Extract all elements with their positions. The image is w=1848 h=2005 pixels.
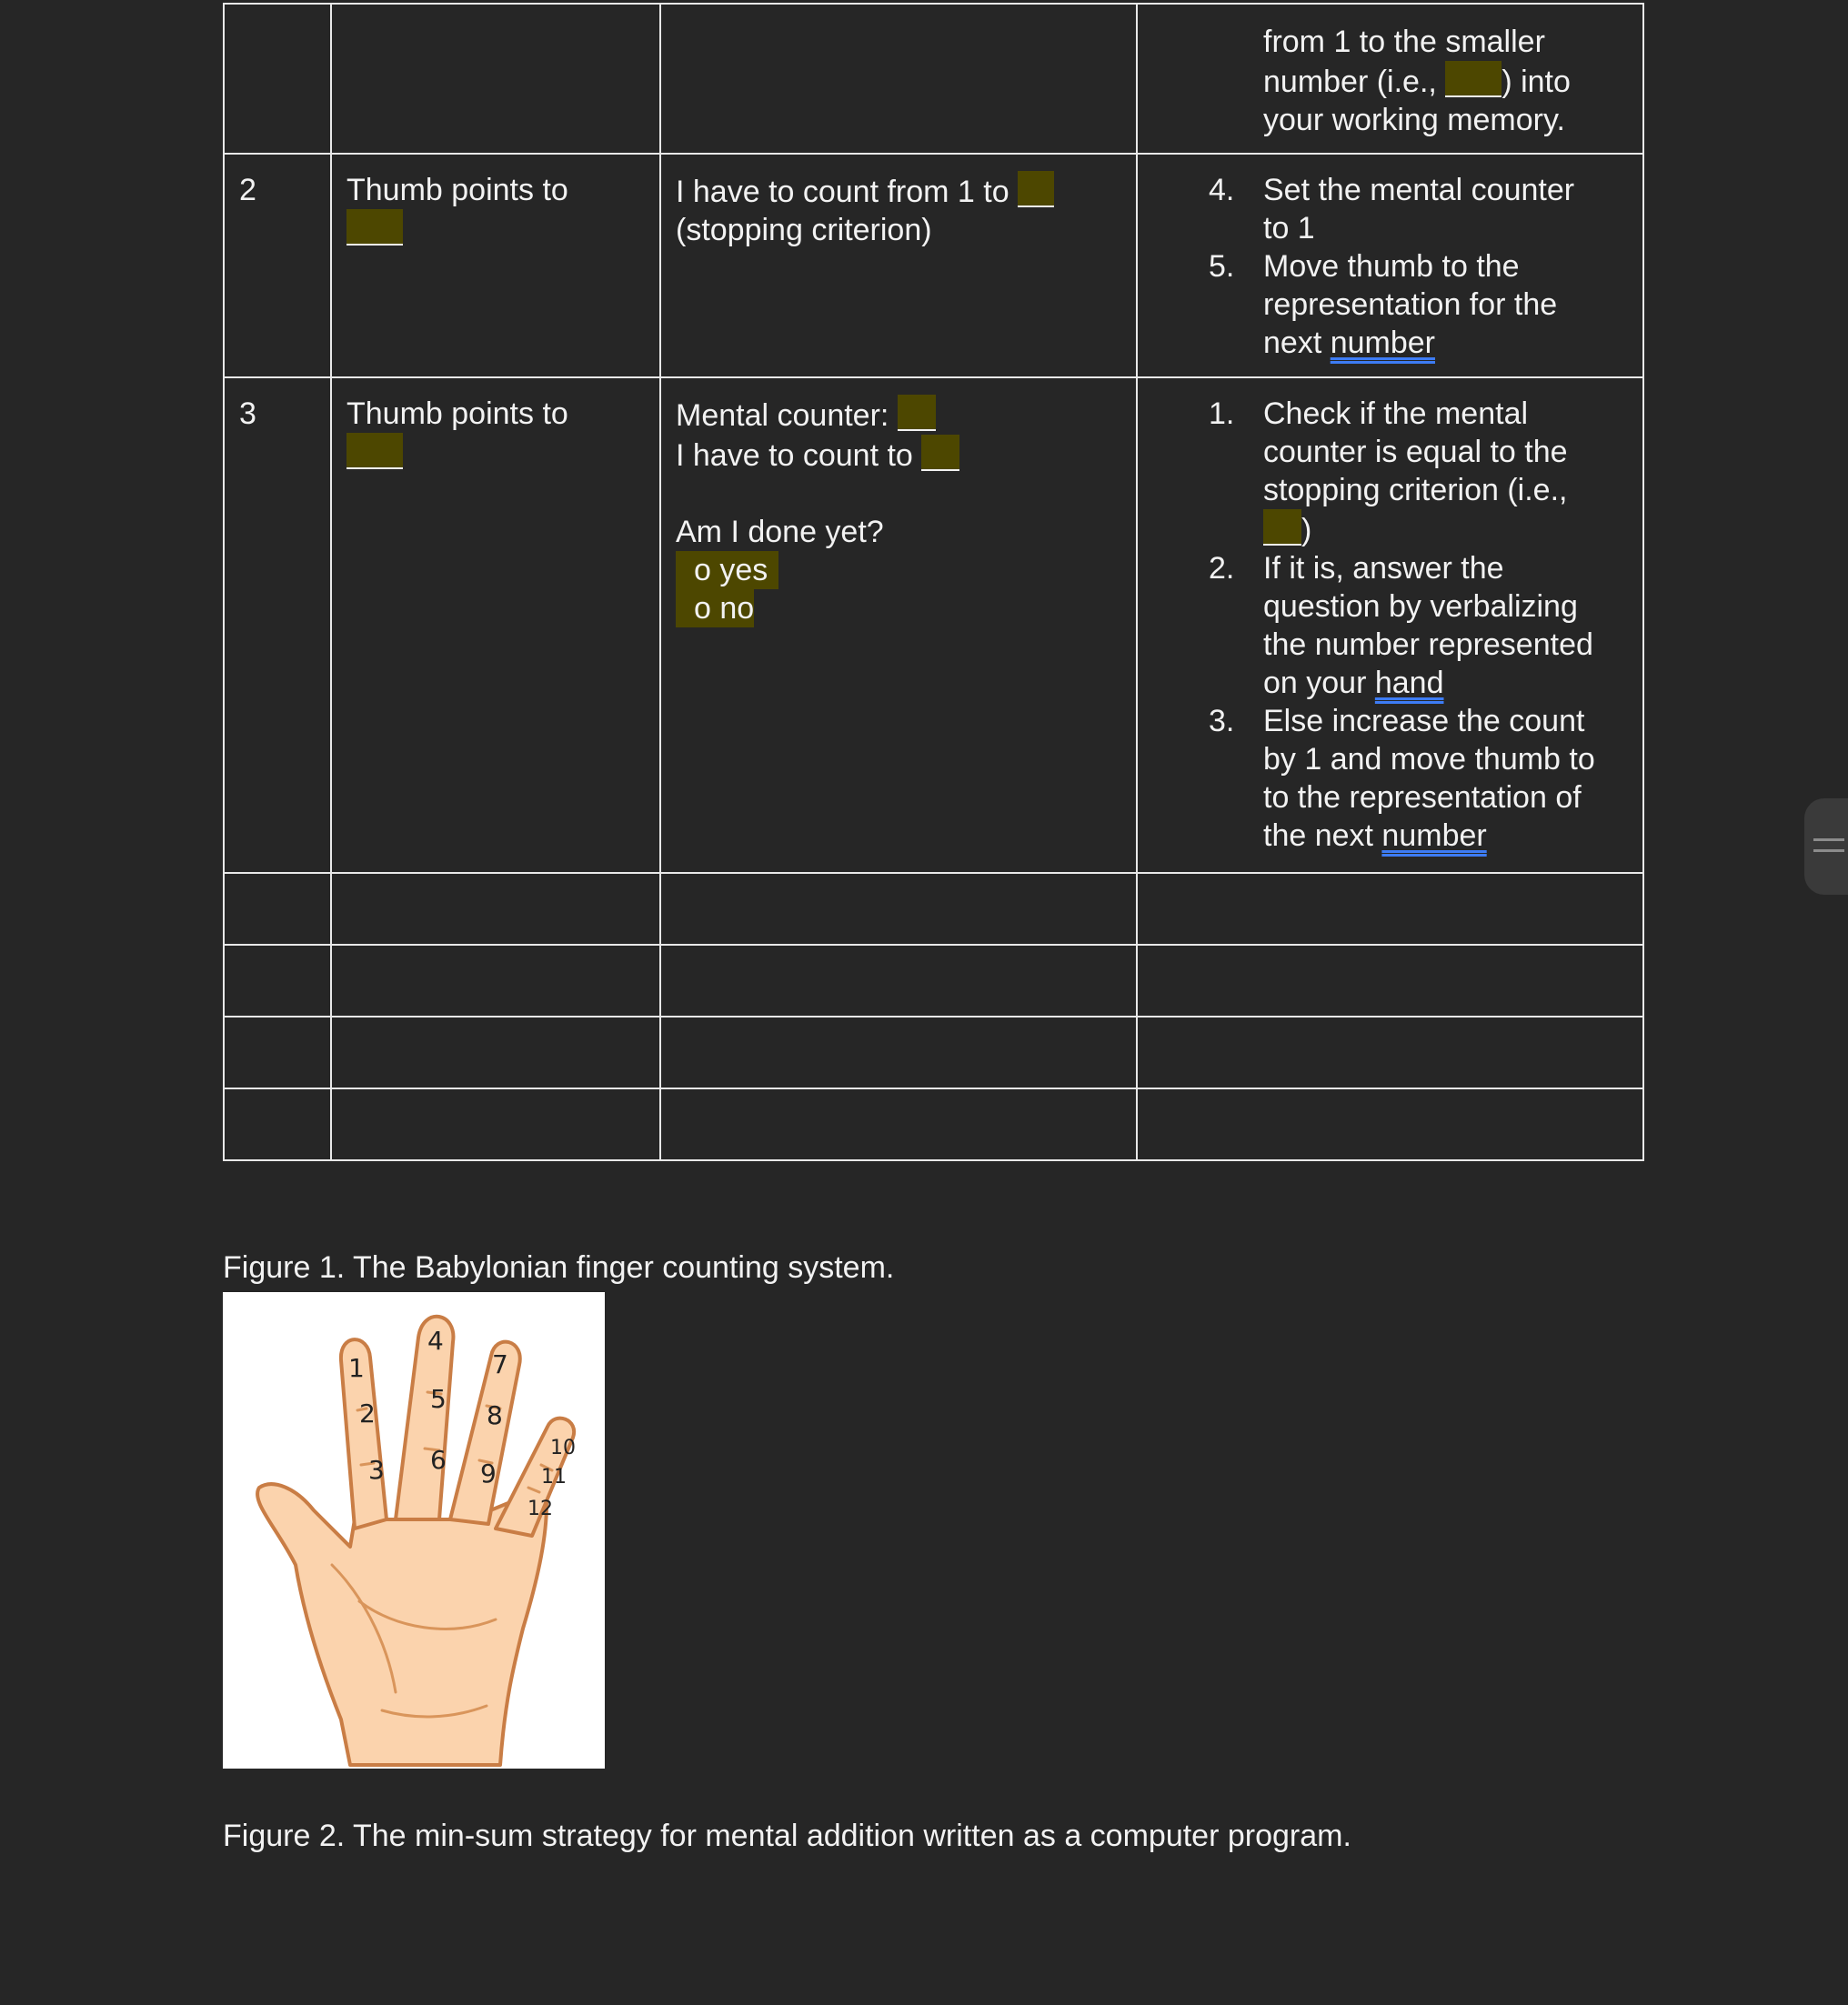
cell-mental [660,377,1137,873]
mental-counter: Mental counter: [676,395,1121,435]
cell-position [331,154,660,377]
number-link[interactable]: number [1330,326,1435,360]
finger-number: 1 [348,1353,365,1383]
fill-blank[interactable] [1445,61,1502,97]
cell-position [331,4,660,154]
cell-num: 2 [224,154,331,377]
finger-number: 6 [430,1445,447,1475]
cell-num [224,4,331,154]
hand-figure [223,1292,605,1769]
finger-number: 2 [359,1398,376,1429]
hand-link[interactable]: hand [1374,666,1444,700]
finger-number: 5 [430,1384,447,1414]
list-item: 1. Check if the mental counter is equal to the stopping criterion (i.e., ) [1209,396,1568,547]
cell-steps [1137,4,1643,154]
list-item: 2. If it is, answer the question by verbalizing the number represented on your hand [1209,551,1593,700]
table-row [224,4,1643,154]
table-row [224,873,1643,945]
finger-number: 8 [487,1400,503,1430]
list-item: 4. Set the mental counter to 1 [1209,173,1575,246]
number-link[interactable]: number [1381,818,1487,853]
hand-illustration [223,1292,605,1769]
cell-num: 3 [224,377,331,873]
step-text: your working memory. [1263,103,1565,137]
cell-steps [1137,377,1643,873]
list-item: 5. Move thumb to the representation for the next number [1209,249,1558,360]
figure1-caption: Figure 1. The Babylonian finger counting system. [223,1250,895,1285]
fill-blank[interactable] [1263,509,1301,546]
cell-position [331,377,660,873]
table-row [224,154,1643,377]
side-panel-handle[interactable] [1804,798,1848,895]
mental-text: (stopping criterion) [676,213,932,247]
worksheet-table [223,3,1644,1161]
cell-mental [660,4,1137,154]
steps-list [1152,395,1628,855]
table-row [224,945,1643,1017]
finger-number: 12 [527,1498,553,1520]
mental-text: I have to count from 1 to [676,171,1121,211]
fill-blank[interactable] [921,435,959,471]
fill-blank[interactable] [346,433,403,469]
finger-number: 3 [368,1455,385,1485]
fill-blank[interactable] [1018,171,1054,207]
option-yes[interactable]: o yes [676,551,778,589]
step-text: from 1 to the smaller [1263,25,1545,59]
position-label: Thumb points to [346,173,568,207]
finger-number: 7 [492,1349,508,1379]
fill-blank[interactable] [898,395,936,431]
position-label: Thumb points to [346,396,568,431]
finger-number: 10 [550,1437,576,1459]
count-to: I have to count to [676,435,1121,475]
option-no[interactable]: o no [676,589,754,627]
table-row [224,1088,1643,1160]
table-row [224,377,1643,873]
finger-number: 4 [427,1326,444,1356]
list-item: 3. Else increase the count by 1 and move thumb to to the representation of the next number [1209,704,1595,853]
fill-blank[interactable] [346,209,403,246]
step-text: number (i.e., ) into [1152,61,1628,101]
done-question: Am I done yet? [676,515,884,549]
cell-steps [1137,154,1643,377]
cell-mental [660,154,1137,377]
figure2-caption: Figure 2. The min-sum strategy for mental addition written as a computer program. [223,1819,1351,1853]
steps-list [1152,171,1628,362]
table-row [224,1017,1643,1088]
finger-number: 11 [541,1466,567,1489]
finger-number: 9 [480,1459,497,1489]
